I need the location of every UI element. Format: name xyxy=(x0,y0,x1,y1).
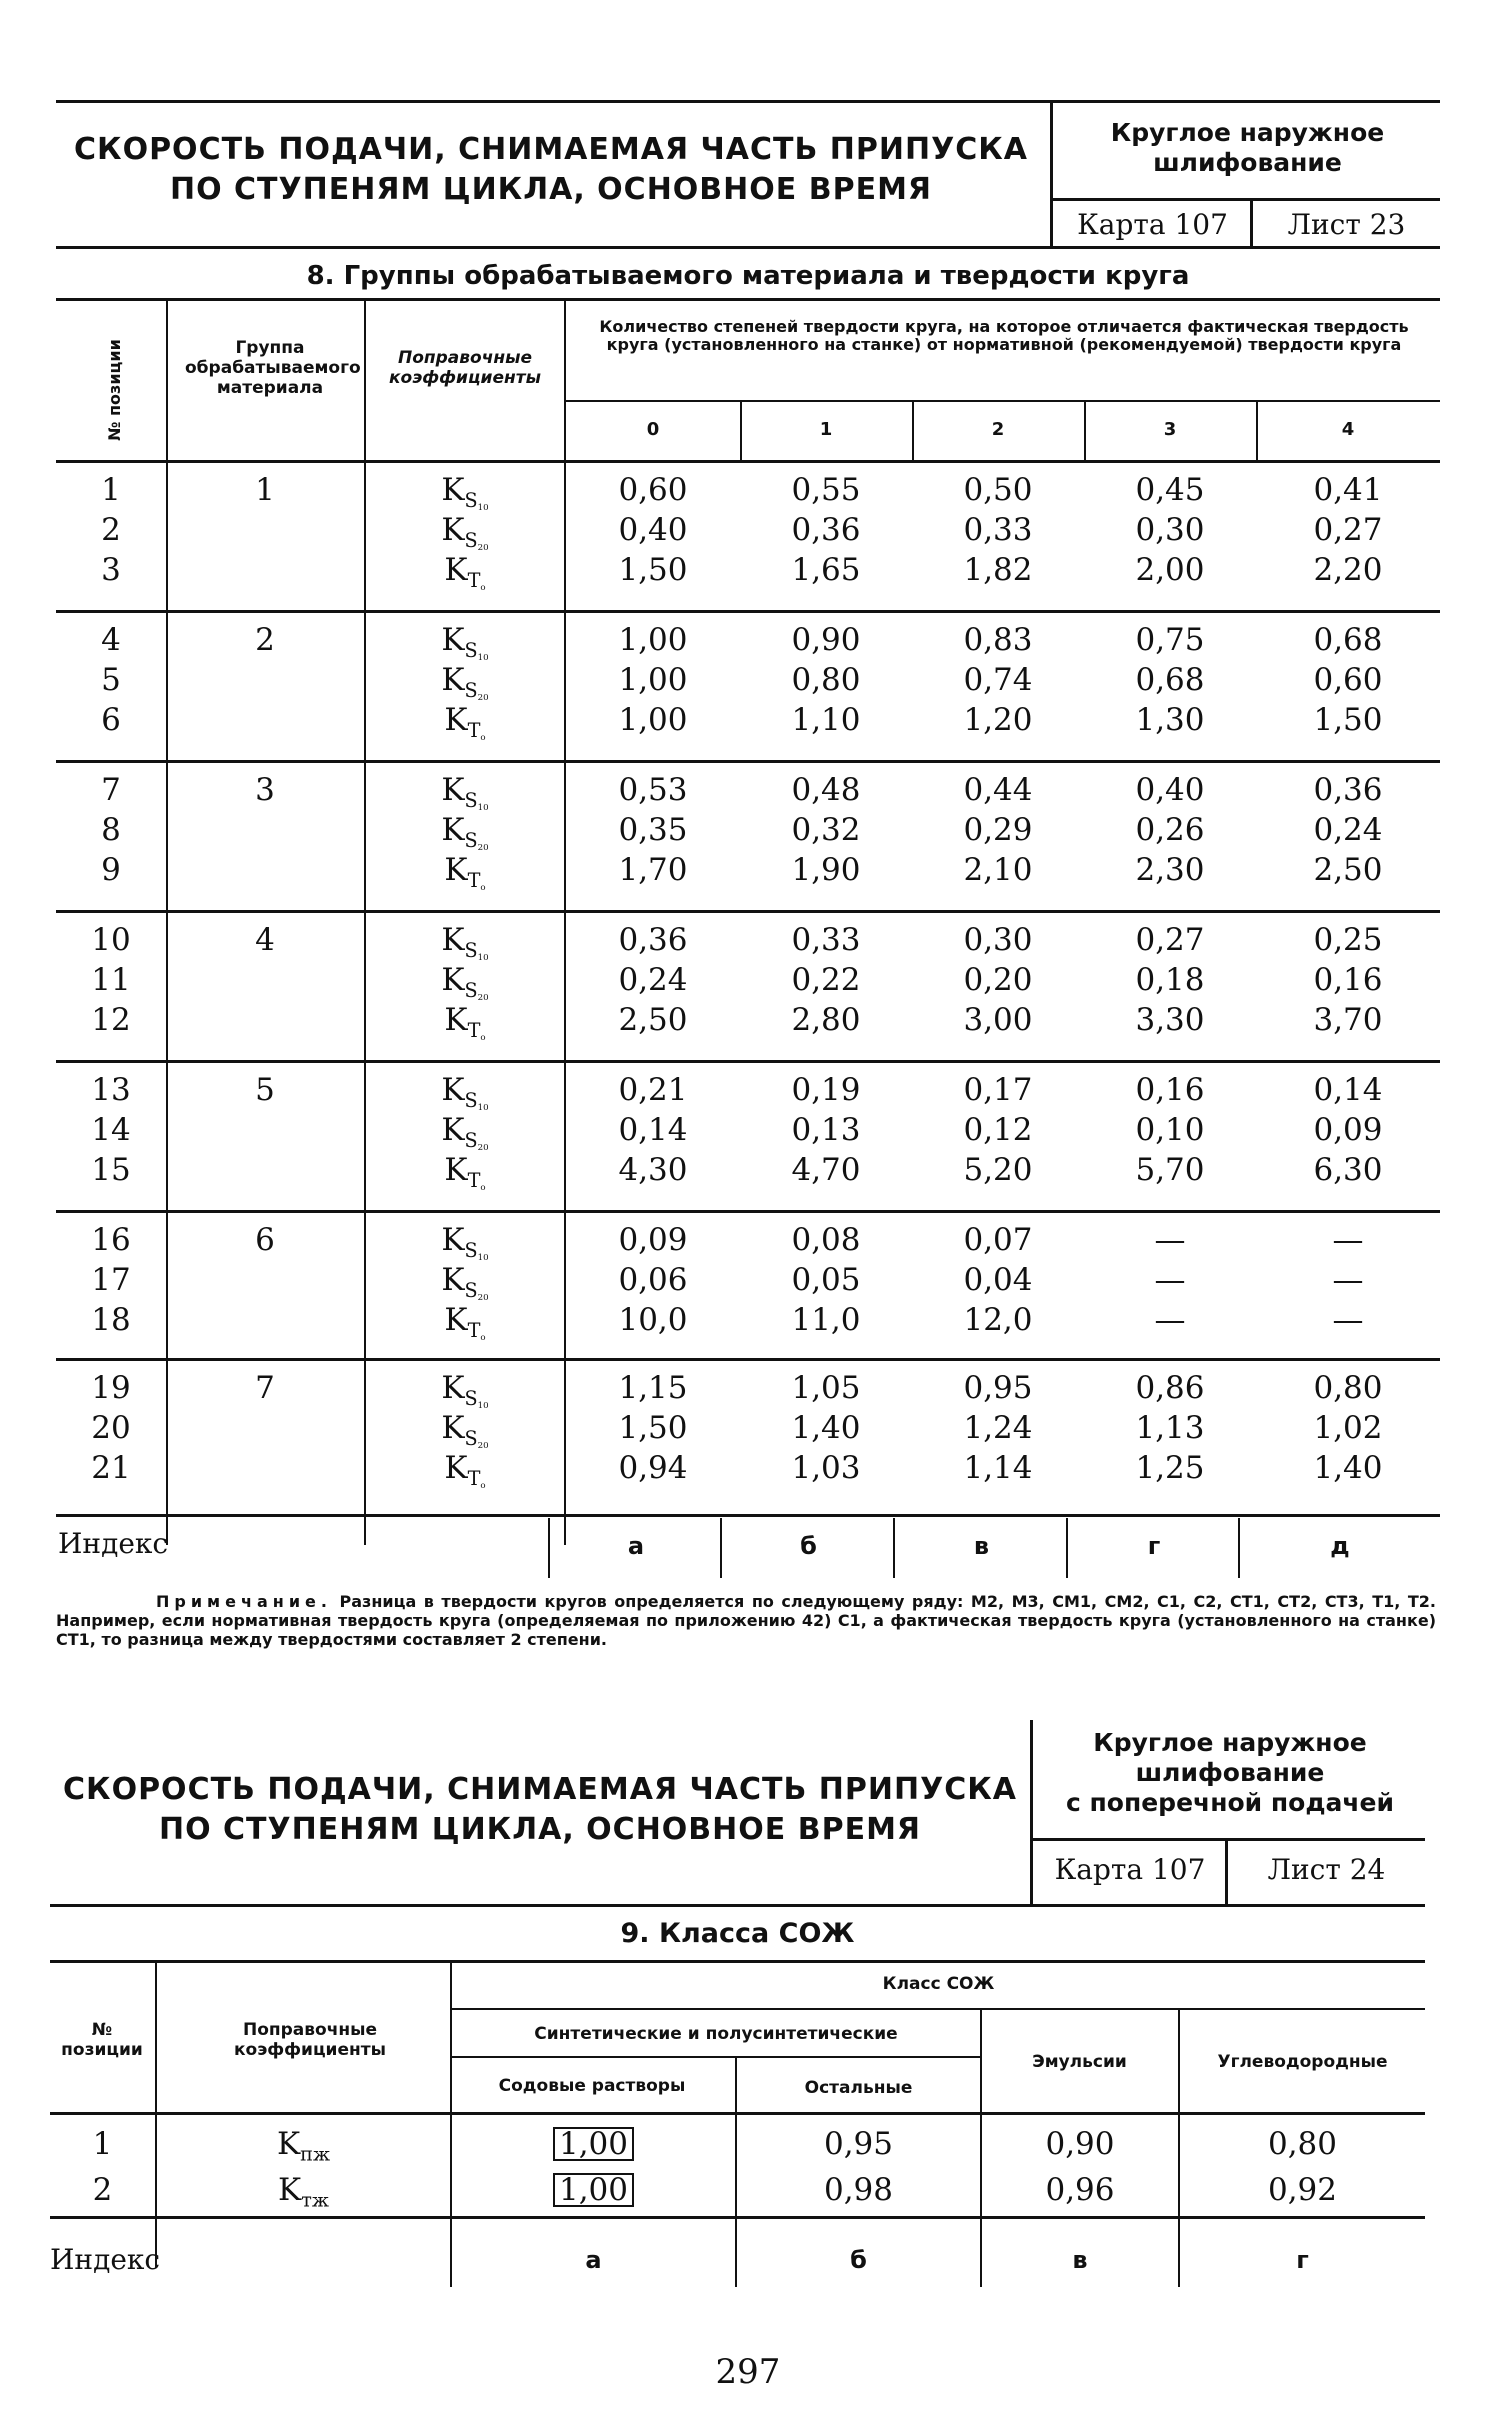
coef-k: K xyxy=(441,812,465,848)
table-cell: 1,00 xyxy=(618,702,688,738)
table-cell: 0,68 xyxy=(1313,622,1383,658)
table-cell: 0,36 xyxy=(791,512,861,548)
table-cell: 0,27 xyxy=(1313,512,1383,548)
table-cell: 0,25 xyxy=(1313,922,1383,958)
table-cell: 0,40 xyxy=(1135,772,1205,808)
table-cell: 1,50 xyxy=(1313,702,1383,738)
t9-header-soda: Содовые растворы xyxy=(498,2076,686,2096)
coef-subsub: ж xyxy=(312,2144,331,2166)
coef-subsub: 10 xyxy=(477,1400,489,1411)
t9-header-hydrocarbon: Углеводородные xyxy=(1217,2052,1388,2072)
sheet1-sheet: Лист 23 xyxy=(1287,208,1406,241)
table-cell: 1,82 xyxy=(963,552,1033,588)
coef-k: K xyxy=(441,1370,465,1406)
table-cell: 1,65 xyxy=(791,552,861,588)
table-cell: 0,30 xyxy=(1135,512,1205,548)
coef-k: K xyxy=(441,1072,465,1108)
table9-index-label: Индекс xyxy=(50,2243,161,2276)
table-cell: 1,00 xyxy=(618,622,688,658)
coef-k: K xyxy=(441,1410,465,1446)
table-cell: 0,60 xyxy=(1313,662,1383,698)
index-value: в xyxy=(973,1532,990,1560)
coef-sub: S20 xyxy=(464,828,489,853)
cell-value: 1,00 xyxy=(553,2127,634,2161)
coef-sub: п xyxy=(300,2142,313,2166)
position-number: 14 xyxy=(91,1112,131,1148)
coef-subsub: o xyxy=(480,582,486,593)
table-cell: 3,00 xyxy=(963,1002,1033,1038)
table-cell: 0,29 xyxy=(963,812,1033,848)
coef-k: K xyxy=(444,1302,468,1338)
table-cell: 0,10 xyxy=(1135,1112,1205,1148)
table-cell: 2,50 xyxy=(618,1002,688,1038)
table-cell: — xyxy=(1154,1302,1186,1338)
table-cell: 0,80 xyxy=(1313,1370,1383,1406)
group-number: 1 xyxy=(255,472,275,508)
coefficient-symbol xyxy=(366,1300,564,1358)
position-number: 7 xyxy=(101,772,121,808)
table-cell xyxy=(1180,2124,1425,2164)
table-cell: 0,32 xyxy=(791,812,861,848)
header-coef: Поправочные коэффициенты xyxy=(389,348,541,388)
coef-subsub: 20 xyxy=(477,1142,489,1153)
table-cell: 0,24 xyxy=(618,962,688,998)
table-cell: 0,50 xyxy=(963,472,1033,508)
table-cell: 5,20 xyxy=(963,1152,1033,1188)
table-cell: 2,50 xyxy=(1313,852,1383,888)
table-cell: 0,26 xyxy=(1135,812,1205,848)
table-cell: 0,86 xyxy=(1135,1370,1205,1406)
coef-k: K xyxy=(441,662,465,698)
sheet2-operation xyxy=(1035,1728,1425,1818)
position-number: 8 xyxy=(101,812,121,848)
coef-sub: To xyxy=(467,1018,486,1043)
coef-sub: S10 xyxy=(464,938,489,963)
table-cell: 0,33 xyxy=(963,512,1033,548)
table-cell: 0,30 xyxy=(963,922,1033,958)
coef-sub: т xyxy=(301,2188,312,2212)
table8-title: 8. Группы обрабатываемого материала и твердости круга xyxy=(306,261,1190,291)
cell-value: 0,92 xyxy=(1267,2172,1338,2208)
coef-k: K xyxy=(441,962,465,998)
coef-subsub: o xyxy=(480,1182,486,1193)
table-cell: 1,50 xyxy=(618,552,688,588)
table-cell: 1,02 xyxy=(1313,1410,1383,1446)
table-cell: 0,09 xyxy=(618,1222,688,1258)
table-cell: 0,45 xyxy=(1135,472,1205,508)
position-number: 1 xyxy=(101,472,121,508)
table-cell: 0,27 xyxy=(1135,922,1205,958)
cell-value: 0,90 xyxy=(1045,2126,1115,2162)
coef-sub: S20 xyxy=(464,1128,489,1153)
coef-subsub: 10 xyxy=(477,502,489,513)
table-cell: 0,53 xyxy=(618,772,688,808)
position-number: 2 xyxy=(92,2172,113,2208)
table-cell: 0,41 xyxy=(1313,472,1383,508)
coef-subsub: 20 xyxy=(477,542,489,553)
table-cell: 0,83 xyxy=(963,622,1033,658)
cell-value: 0,80 xyxy=(1267,2126,1338,2162)
table-cell: — xyxy=(1154,1222,1186,1258)
sheet1-operation xyxy=(1055,118,1440,178)
coef-subsub: 20 xyxy=(477,842,489,853)
table-cell: 1,24 xyxy=(963,1410,1033,1446)
table-cell: 0,60 xyxy=(618,472,688,508)
group-number: 4 xyxy=(255,922,275,958)
coef-subsub: 10 xyxy=(477,1252,489,1263)
table8-index-label: Индекс xyxy=(58,1527,169,1560)
coef-sub: S10 xyxy=(464,638,489,663)
table-cell: 0,75 xyxy=(1135,622,1205,658)
degree-col-header: 0 xyxy=(646,419,660,440)
sheet2-card: Карта 107 xyxy=(1054,1853,1206,1886)
position-number: 16 xyxy=(91,1222,131,1258)
coef-sub: S20 xyxy=(464,678,489,703)
coef-k: K xyxy=(444,852,468,888)
index-value: г xyxy=(1147,1532,1161,1560)
table-cell: 0,14 xyxy=(618,1112,688,1148)
sheet1-title-line1: СКОРОСТЬ ПОДАЧИ, СНИМАЕМАЯ ЧАСТЬ ПРИПУСКА xyxy=(74,132,1028,167)
table-cell: 4,70 xyxy=(791,1152,861,1188)
sheet2-operation-line2: шлифование xyxy=(1135,1758,1325,1787)
table-cell: 0,24 xyxy=(1313,812,1383,848)
table-cell: 0,68 xyxy=(1135,662,1205,698)
coef-subsub: 20 xyxy=(477,992,489,1003)
index-value: г xyxy=(1296,2246,1309,2274)
sheet2-title-line2: ПО СТУПЕНЯМ ЦИКЛА, ОСНОВНОЕ ВРЕМЯ xyxy=(158,1812,922,1847)
table-cell: 10,0 xyxy=(618,1302,688,1338)
coef-subsub: 10 xyxy=(477,802,489,813)
coef-k: K xyxy=(444,1152,468,1188)
table-cell: 0,55 xyxy=(791,472,861,508)
table-cell: 0,20 xyxy=(963,962,1033,998)
coef-sub: S10 xyxy=(464,1386,489,1411)
coef-k: K xyxy=(441,1222,465,1258)
position-number: 15 xyxy=(91,1152,131,1188)
table-cell: 0,35 xyxy=(618,812,688,848)
table-cell: 0,22 xyxy=(791,962,861,998)
table-cell: 0,95 xyxy=(963,1370,1033,1406)
position-number: 21 xyxy=(91,1450,131,1486)
degree-col-header: 1 xyxy=(819,419,833,440)
table-cell: 1,40 xyxy=(1313,1450,1383,1486)
coef-subsub: 20 xyxy=(477,692,489,703)
table-cell: 1,25 xyxy=(1135,1450,1205,1486)
cell-value: 0,96 xyxy=(1045,2172,1115,2208)
t9-header-class: Класс СОЖ xyxy=(882,1974,995,1994)
position-number: 9 xyxy=(101,852,121,888)
t9-header-other: Остальные xyxy=(804,2078,913,2098)
table-cell xyxy=(1180,2170,1425,2210)
table-cell: 1,14 xyxy=(963,1450,1033,1486)
position-number: 10 xyxy=(91,922,131,958)
note-text: Разница в твердости кругов определяется по следующему ряду: М2, М3, СМ1, СМ2, С1, С2, СТ1, СТ2, СТ3, Т1, Т2. Например, если нормативная твердость круга (определяемая по приложению 42) С1, а фактическая твердость круга (установленного на станке) СТ1, то разница между твердостями составляет 2 степени. xyxy=(56,1592,1436,1649)
table-cell: 0,18 xyxy=(1135,962,1205,998)
index-value: а xyxy=(585,2246,602,2274)
table-cell: 0,74 xyxy=(963,662,1033,698)
table-cell: 0,12 xyxy=(963,1112,1033,1148)
coef-sub: S10 xyxy=(464,1238,489,1263)
table-cell: 1,10 xyxy=(791,702,861,738)
header-group: Группа обрабатываемого материала xyxy=(185,338,361,398)
table-cell: 6,30 xyxy=(1313,1152,1383,1188)
position-number: 6 xyxy=(101,702,121,738)
table-cell: 0,09 xyxy=(1313,1112,1383,1148)
position-number: 19 xyxy=(91,1370,131,1406)
group-number: 2 xyxy=(255,622,275,658)
index-value: в xyxy=(1072,2246,1088,2274)
table-cell: 0,13 xyxy=(791,1112,861,1148)
coef-k: K xyxy=(444,702,468,738)
coef-sub: To xyxy=(467,1466,486,1491)
position-number: 1 xyxy=(92,2126,113,2162)
group-number: 3 xyxy=(255,772,275,808)
coef-sub: S10 xyxy=(464,1088,489,1113)
coef-subsub: o xyxy=(480,732,486,743)
table-cell: — xyxy=(1332,1262,1364,1298)
table-cell xyxy=(982,2124,1178,2164)
coef-sub: To xyxy=(467,568,486,593)
cell-value: 1,00 xyxy=(553,2173,634,2207)
coef-k: K xyxy=(444,552,468,588)
table-cell: 12,0 xyxy=(963,1302,1033,1338)
t9-header-emulsions: Эмульсии xyxy=(1032,2052,1127,2072)
table-cell: — xyxy=(1332,1302,1364,1338)
page-number: 297 xyxy=(715,2352,781,2392)
degree-col-header: 3 xyxy=(1163,419,1177,440)
sheet1-operation-line1: Круглое наружное xyxy=(1110,118,1385,147)
cell-value: 0,98 xyxy=(823,2172,894,2208)
table-cell: 1,05 xyxy=(791,1370,861,1406)
table-cell: — xyxy=(1154,1262,1186,1298)
table-cell: 0,04 xyxy=(963,1262,1033,1298)
coef-sub: S10 xyxy=(464,488,489,513)
coef-subsub: o xyxy=(480,1032,486,1043)
table-cell: 2,00 xyxy=(1135,552,1205,588)
position-number: 18 xyxy=(91,1302,131,1338)
coef-subsub: o xyxy=(480,1480,486,1491)
header-position: № позиции xyxy=(105,339,124,441)
sheet2-title-line1: СКОРОСТЬ ПОДАЧИ, СНИМАЕМАЯ ЧАСТЬ ПРИПУСКА xyxy=(63,1772,1017,1807)
table-cell: 1,70 xyxy=(618,852,688,888)
coefficient-symbol xyxy=(366,1150,564,1208)
coef-sub: To xyxy=(467,1168,486,1193)
cell-value: 0,95 xyxy=(823,2126,894,2162)
group-number: 5 xyxy=(255,1072,275,1108)
table-cell: 0,36 xyxy=(1313,772,1383,808)
table-cell: 11,0 xyxy=(791,1302,861,1338)
table-cell: 0,80 xyxy=(791,662,861,698)
table-cell xyxy=(452,2170,735,2210)
index-value: а xyxy=(627,1532,645,1560)
sheet1-card: Карта 107 xyxy=(1077,208,1228,241)
table-cell: 0,94 xyxy=(618,1450,688,1486)
table-cell xyxy=(737,2124,980,2164)
coefficient-symbol xyxy=(366,1000,564,1058)
position-number: 11 xyxy=(91,962,131,998)
table-cell: 0,06 xyxy=(618,1262,688,1298)
coef-sub: S20 xyxy=(464,1426,489,1451)
position-number: 13 xyxy=(91,1072,131,1108)
table-cell: 0,44 xyxy=(963,772,1033,808)
coef-subsub: 20 xyxy=(477,1440,489,1451)
coefficient-symbol xyxy=(157,2170,450,2222)
coef-sub: S20 xyxy=(464,978,489,1003)
table-cell: 1,50 xyxy=(618,1410,688,1446)
coefficient-symbol xyxy=(157,2124,450,2176)
table-cell: 0,05 xyxy=(791,1262,861,1298)
table-cell: 1,13 xyxy=(1135,1410,1205,1446)
table-cell: 0,16 xyxy=(1135,1072,1205,1108)
coef-k: K xyxy=(444,1450,468,1486)
coef-subsub: o xyxy=(480,882,486,893)
coef-k: K xyxy=(441,1262,465,1298)
coef-k: K xyxy=(441,622,465,658)
table-cell: 0,19 xyxy=(791,1072,861,1108)
table8-note xyxy=(56,1592,1436,1649)
coefficient-symbol xyxy=(366,700,564,758)
table-cell: 0,48 xyxy=(791,772,861,808)
table-cell: 1,90 xyxy=(791,852,861,888)
coefficient-symbol xyxy=(366,550,564,608)
position-number: 12 xyxy=(91,1002,131,1038)
table-cell: 2,10 xyxy=(963,852,1033,888)
sheet1-title xyxy=(56,130,1046,210)
degree-col-header: 2 xyxy=(991,419,1005,440)
coef-sub: To xyxy=(467,1318,486,1343)
table-cell: 0,14 xyxy=(1313,1072,1383,1108)
table-cell: 2,20 xyxy=(1313,552,1383,588)
sheet1-title-line2: ПО СТУПЕНЯМ ЦИКЛА, ОСНОВНОЕ ВРЕМЯ xyxy=(169,172,933,207)
coef-k: K xyxy=(441,922,465,958)
coef-sub: To xyxy=(467,718,486,743)
position-number: 17 xyxy=(91,1262,131,1298)
table-cell: 4,30 xyxy=(618,1152,688,1188)
table-cell: 5,70 xyxy=(1135,1152,1205,1188)
table-cell xyxy=(982,2170,1178,2210)
coefficient-symbol xyxy=(366,1448,564,1506)
position-number: 4 xyxy=(101,622,121,658)
header-degrees: Количество степеней твердости круга, на которое отличается фактическая твердость круга (установленного на станке) от нормативной (рекомендуемой) твердости круга xyxy=(599,317,1409,354)
table-cell xyxy=(452,2124,735,2164)
coef-k: K xyxy=(441,772,465,808)
table-cell: 0,17 xyxy=(963,1072,1033,1108)
coef-k: K xyxy=(441,512,465,548)
table-cell: 0,21 xyxy=(618,1072,688,1108)
table-cell: 1,03 xyxy=(791,1450,861,1486)
position-number: 5 xyxy=(101,662,121,698)
table-cell: 3,30 xyxy=(1135,1002,1205,1038)
coefficient-symbol xyxy=(366,850,564,908)
index-value: б xyxy=(850,2246,867,2274)
coef-subsub: 10 xyxy=(477,952,489,963)
table-cell: 0,08 xyxy=(791,1222,861,1258)
table-cell: 1,40 xyxy=(791,1410,861,1446)
coef-subsub: 10 xyxy=(477,1102,489,1113)
table-cell: 0,36 xyxy=(618,922,688,958)
position-number: 2 xyxy=(101,512,121,548)
t9-header-position: № позиции xyxy=(61,2020,143,2060)
coef-sub: To xyxy=(467,868,486,893)
coef-subsub: ж xyxy=(311,2190,329,2212)
sheet2-title xyxy=(50,1770,1030,1850)
coef-k: K xyxy=(278,2172,302,2208)
group-number: 6 xyxy=(255,1222,275,1258)
table-cell: 2,80 xyxy=(791,1002,861,1038)
table-cell: 2,30 xyxy=(1135,852,1205,888)
table-cell: — xyxy=(1332,1222,1364,1258)
group-number: 7 xyxy=(255,1370,275,1406)
table-cell: 1,20 xyxy=(963,702,1033,738)
table-cell xyxy=(737,2170,980,2210)
index-value: б xyxy=(800,1532,817,1560)
t9-header-synthetic: Синтетические и полусинтетические xyxy=(534,2024,898,2044)
table-cell: 1,15 xyxy=(618,1370,688,1406)
sheet2-operation-line1: Круглое наружное xyxy=(1093,1728,1367,1757)
table-cell: 1,00 xyxy=(618,662,688,698)
index-value: д xyxy=(1330,1532,1350,1560)
table-cell: 0,16 xyxy=(1313,962,1383,998)
table-cell: 0,40 xyxy=(618,512,688,548)
t9-header-coef: Поправочные коэффициенты xyxy=(234,2020,386,2060)
position-number: 3 xyxy=(101,552,121,588)
coef-subsub: 20 xyxy=(477,1292,489,1303)
coef-sub: S20 xyxy=(464,528,489,553)
degree-col-header: 4 xyxy=(1341,419,1355,440)
sheet2-operation-line3: с поперечной подачей xyxy=(1065,1788,1395,1817)
table-cell: 1,30 xyxy=(1135,702,1205,738)
coef-sub: S20 xyxy=(464,1278,489,1303)
table-cell: 0,90 xyxy=(791,622,861,658)
coef-k: K xyxy=(444,1002,468,1038)
table9-title: 9. Класса СОЖ xyxy=(620,1918,855,1949)
sheet1-operation-line2: шлифование xyxy=(1153,148,1342,177)
coef-subsub: 10 xyxy=(477,652,489,663)
position-number: 20 xyxy=(91,1410,131,1446)
table-cell: 3,70 xyxy=(1313,1002,1383,1038)
coef-k: K xyxy=(441,1112,465,1148)
coef-sub: S10 xyxy=(464,788,489,813)
coef-k: K xyxy=(276,2126,301,2162)
coef-subsub: o xyxy=(480,1332,486,1343)
table-cell: 0,33 xyxy=(791,922,861,958)
table-cell: 0,07 xyxy=(963,1222,1033,1258)
coef-k: K xyxy=(441,472,465,508)
sheet2-sheet: Лист 24 xyxy=(1267,1853,1386,1886)
note-label: Примечание. xyxy=(156,1592,332,1611)
